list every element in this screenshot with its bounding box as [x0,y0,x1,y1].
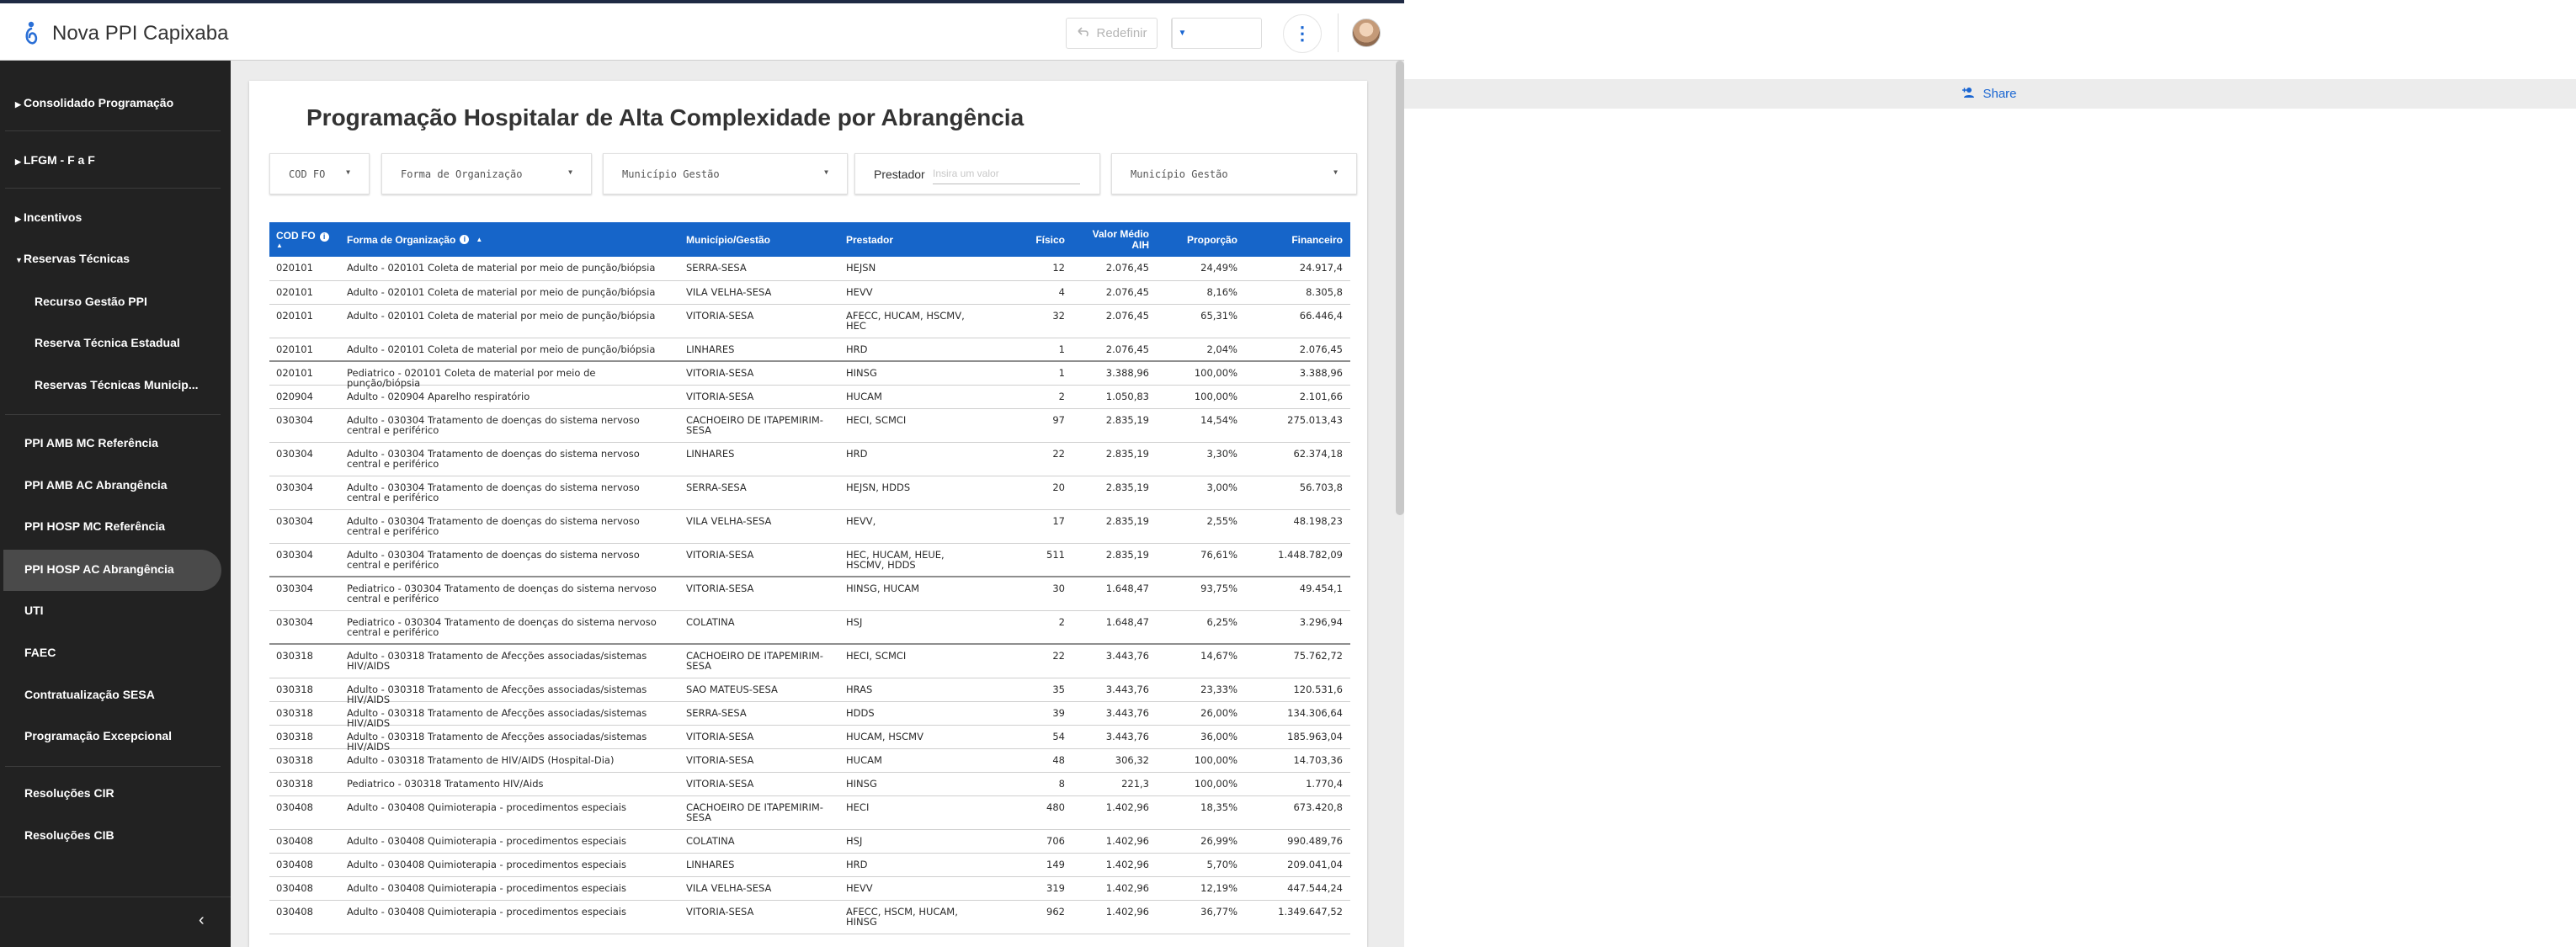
municipio-cell: LINHARES [686,448,735,460]
cod-cell: 030318 [276,650,313,662]
proporcao-cell: 2,04% [1206,343,1237,355]
table-row[interactable] [269,611,1350,645]
header-forma-organizacao[interactable]: Forma de Organização i ▲ [347,233,483,246]
valor-medio-cell: 2.076,45 [1105,262,1149,274]
cod-cell: 020101 [276,262,313,274]
filter-cod-fo[interactable]: COD FO ▼ [269,153,370,194]
sidebar-divider [5,130,221,131]
forma-cell: Adulto - 030318 Tratamento de HIV/AIDS (Hospital-Dia) [347,754,615,766]
financeiro-cell: 447.544,24 [1287,882,1343,894]
municipio-cell: SAO MATEUS-SESA [686,684,778,695]
forma-cell: Pediatrico - 020101 Coleta de material por meio de punção/biópsia [347,367,596,389]
sidebar [0,61,231,947]
sort-asc-icon: ▲ [476,236,483,243]
table-row[interactable] [269,749,1350,773]
financeiro-cell: 185.963,04 [1287,731,1343,742]
table-row[interactable] [269,854,1350,877]
table-row[interactable] [269,510,1350,544]
share-label: Share [1983,87,2017,101]
forma-cell: Adulto - 030304 Tratamento de doenças do sistema nervoso central e periférico [347,549,640,571]
cod-cell: 030304 [276,616,313,628]
fisico-cell: 1 [1058,343,1065,355]
table-row[interactable] [269,409,1350,443]
table-row[interactable] [269,877,1350,901]
valor-medio-cell: 2.076,45 [1105,286,1149,298]
financeiro-cell: 120.531,6 [1293,684,1343,695]
municipio-cell: VITORIA-SESA [686,731,754,742]
fisico-cell: 20 [1052,481,1065,493]
municipio-cell: VILA VELHA-SESA [686,882,772,894]
valor-medio-cell: 1.402,96 [1105,859,1149,870]
municipio-cell: SERRA-SESA [686,707,747,719]
table-row[interactable] [269,386,1350,409]
fisico-cell: 706 [1046,835,1065,847]
cod-cell: 030408 [276,801,313,813]
prestador-cell: HEC, HUCAM, HEUE, HSCMV, HDDS [846,549,945,571]
info-icon[interactable]: i [460,235,469,244]
sidebar-item-reserva-estadual[interactable]: Reserva Técnica Estadual [35,336,180,349]
caret-right-icon: ▶ [15,215,21,223]
forma-cell: Adulto - 030304 Tratamento de doenças do sistema nervoso central e periférico [347,448,640,470]
fisico-cell: 8 [1058,778,1065,790]
caret-right-icon: ▶ [15,100,21,109]
forma-cell: Adulto - 030318 Tratamento de Afecções associadas/sistemas HIV/AIDS [347,684,647,705]
forma-cell: Pediatrico - 030318 Tratamento HIV/Aids [347,778,544,790]
forma-cell: Adulto - 030318 Tratamento de Afecções associadas/sistemas HIV/AIDS [347,707,647,729]
financeiro-cell: 14.703,36 [1293,754,1343,766]
proporcao-cell: 6,25% [1206,616,1237,628]
cod-cell: 030408 [276,882,313,894]
cod-cell: 030304 [276,583,313,594]
prestador-cell: HINSG [846,367,877,379]
prestador-cell: HRD [846,343,868,355]
cod-cell: 030304 [276,414,313,426]
valor-medio-cell: 3.388,96 [1105,367,1149,379]
financeiro-cell: 673.420,8 [1293,801,1343,813]
table-header [269,222,1350,257]
prestador-cell: HSJ [846,835,863,847]
fisico-cell: 30 [1052,583,1065,594]
prestador-cell: HEVV [846,882,873,894]
municipio-cell: SERRA-SESA [686,481,747,493]
prestador-cell: HUCAM [846,754,882,766]
proporcao-cell: 76,61% [1200,549,1237,561]
fisico-cell: 2 [1058,616,1065,628]
valor-medio-cell: 1.402,96 [1105,882,1149,894]
cod-cell: 030408 [276,906,313,918]
municipio-cell: COLATINA [686,616,735,628]
valor-medio-cell: 1.402,96 [1105,835,1149,847]
avatar[interactable] [1352,19,1381,47]
proporcao-cell: 14,54% [1200,414,1237,426]
fisico-cell: 511 [1046,549,1065,561]
fisico-cell: 22 [1052,448,1065,460]
valor-medio-cell: 2.076,45 [1105,310,1149,322]
scrollbar[interactable] [1396,61,1404,515]
proporcao-cell: 100,00% [1194,778,1237,790]
prestador-cell: HEVV, [846,515,876,527]
fisico-cell: 39 [1052,707,1065,719]
table-row[interactable] [269,281,1350,305]
municipio-cell: VITORIA-SESA [686,367,754,379]
dropdown-caret-icon: ▼ [1333,168,1338,176]
table-row[interactable] [269,726,1350,753]
valor-medio-cell: 1.648,47 [1105,616,1149,628]
sidebar-divider [5,766,221,767]
sidebar-item-incentivos[interactable]: ▶ Incentivos [15,210,82,224]
filter-prestador: Prestador Insira um valor [854,153,1100,194]
forma-cell: Pediatrico - 030304 Tratamento de doenças do sistema nervoso central e periférico [347,583,657,604]
more-vert-icon[interactable]: ⋮ [1283,14,1322,53]
app-title: Nova PPI Capixaba [52,22,229,45]
sidebar-divider [5,188,221,189]
valor-medio-cell: 2.835,19 [1105,515,1149,527]
info-icon[interactable]: i [320,232,329,242]
forma-cell: Adulto - 020101 Coleta de material por meio de punção/biópsia [347,286,656,298]
forma-cell: Adulto - 020904 Aparelho respiratório [347,391,530,402]
forma-cell: Adulto - 030408 Quimioterapia - procedimentos especiais [347,859,626,870]
financeiro-cell: 2.101,66 [1299,391,1343,402]
sidebar-item-contratualizacao[interactable]: Contratualização SESA [24,688,155,701]
valor-medio-cell: 221,3 [1121,778,1149,790]
header-municipio[interactable]: Município/Gestão [686,233,771,246]
proporcao-cell: 3,30% [1206,448,1237,460]
share-button[interactable] [1171,18,2017,101]
forma-cell: Adulto - 020101 Coleta de material por meio de punção/biópsia [347,262,656,274]
financeiro-cell: 24.917,4 [1299,262,1343,274]
fisico-cell: 97 [1052,414,1065,426]
table-row[interactable] [269,645,1350,678]
chevron-left-icon[interactable]: ‹ [199,911,205,929]
municipio-cell: VITORIA-SESA [686,391,754,402]
cod-cell: 030408 [276,859,313,870]
redefinir-button[interactable] [1066,18,1158,49]
fisico-cell: 48 [1052,754,1065,766]
table-row[interactable] [269,544,1350,577]
prestador-cell: HDDS [846,707,875,719]
municipio-cell: VILA VELHA-SESA [686,286,772,298]
prestador-cell: HECI, SCMCI [846,414,907,426]
cod-cell: 030408 [276,835,313,847]
filter-municipio-gestao-2[interactable]: Município Gestão ▼ [1111,153,1357,194]
app-header [0,3,2017,101]
sidebar-item-lfgm[interactable]: ▶ LFGM - F a F [15,153,95,167]
valor-medio-cell: 306,32 [1115,754,1149,766]
cod-cell: 030318 [276,707,313,719]
municipio-cell: VILA VELHA-SESA [686,515,772,527]
municipio-cell: COLATINA [686,835,735,847]
financeiro-cell: 1.349.647,52 [1278,906,1343,918]
prestador-cell: HECI [846,801,870,813]
table-row[interactable] [269,476,1350,510]
financeiro-cell: 1.448.782,09 [1278,549,1343,561]
forma-cell: Pediatrico - 030304 Tratamento de doenças do sistema nervoso central e periférico [347,616,657,638]
table-row[interactable] [269,678,1350,705]
redefinir-label: Redefinir [1096,26,1147,40]
header-valor-medio[interactable]: Valor Médio AIH [1092,227,1149,251]
municipio-cell: VITORIA-SESA [686,583,754,594]
filter-forma-organizacao[interactable]: Forma de Organização ▼ [381,153,592,194]
valor-medio-cell: 2.835,19 [1105,481,1149,493]
forma-cell: Adulto - 030304 Tratamento de doenças do sistema nervoso central e periférico [347,414,640,436]
valor-medio-cell: 2.835,19 [1105,448,1149,460]
prestador-cell: HEVV [846,286,873,298]
valor-medio-cell: 1.648,47 [1105,583,1149,594]
forma-cell: Adulto - 030304 Tratamento de doenças do sistema nervoso central e periférico [347,481,640,503]
table-row[interactable] [269,257,1350,281]
prestador-cell: HRD [846,448,868,460]
valor-medio-cell: 1.402,96 [1105,906,1149,918]
financeiro-cell: 48.198,23 [1293,515,1343,527]
cod-cell: 030304 [276,448,313,460]
fisico-cell: 32 [1052,310,1065,322]
cod-cell: 020101 [276,343,313,355]
table-row[interactable] [269,830,1350,854]
financeiro-cell: 209.041,04 [1287,859,1343,870]
header-proporcao[interactable]: Proporção [1186,233,1237,246]
forma-cell: Adulto - 030318 Tratamento de Afecções associadas/sistemas HIV/AIDS [347,650,647,672]
undo-icon [1076,26,1089,40]
prestador-cell: HUCAM [846,391,882,402]
add-person-icon [1961,87,1977,102]
header-fisico[interactable]: Físico [1035,233,1065,246]
sidebar-divider [5,414,221,415]
forma-cell: Adulto - 030318 Tratamento de Afecções associadas/sistemas HIV/AIDS [347,731,647,753]
municipio-cell: LINHARES [686,343,735,355]
figure-logo-icon [22,20,40,45]
municipio-cell: CACHOEIRO DE ITAPEMIRIM-SESA [686,801,823,823]
forma-cell: Adulto - 030304 Tratamento de doenças do sistema nervoso central e periférico [347,515,640,537]
proporcao-cell: 23,33% [1200,684,1237,695]
cod-cell: 030318 [276,684,313,695]
table-row[interactable] [269,796,1350,830]
valor-medio-cell: 3.443,76 [1105,650,1149,662]
cod-cell: 020101 [276,310,313,322]
fisico-cell: 149 [1046,859,1065,870]
financeiro-cell: 2.076,45 [1299,343,1343,355]
proporcao-cell: 100,00% [1194,391,1237,402]
proporcao-cell: 100,00% [1194,754,1237,766]
valor-medio-cell: 2.835,19 [1105,549,1149,561]
proporcao-cell: 26,99% [1200,835,1237,847]
financeiro-cell: 66.446,4 [1299,310,1343,322]
cod-cell: 030318 [276,778,313,790]
caret-right-icon: ▶ [15,157,21,166]
proporcao-cell: 18,35% [1200,801,1237,813]
municipio-cell: VITORIA-SESA [686,906,754,918]
table-row[interactable] [269,338,1350,362]
valor-medio-cell: 1.402,96 [1105,801,1149,813]
proporcao-cell: 5,70% [1206,859,1237,870]
proporcao-cell: 24,49% [1200,262,1237,274]
fisico-cell: 480 [1046,801,1065,813]
header-financeiro[interactable]: Financeiro [1291,233,1343,246]
financeiro-cell: 8.305,8 [1306,286,1343,298]
sidebar-item-ppi-amb-ac[interactable]: PPI AMB AC Abrangência [24,478,168,492]
table-body [269,257,1350,934]
municipio-cell: VITORIA-SESA [686,778,754,790]
caret-down-icon: ▼ [15,256,23,264]
proporcao-cell: 65,31% [1200,310,1237,322]
fisico-cell: 22 [1052,650,1065,662]
financeiro-cell: 56.703,8 [1299,481,1343,493]
prestador-cell: HEJSN, HDDS [846,481,911,493]
fisico-cell: 35 [1052,684,1065,695]
financeiro-cell: 3.388,96 [1299,367,1343,379]
cod-cell: 030304 [276,515,313,527]
sidebar-item-resolucoes-cib[interactable]: Resoluções CIB [24,828,114,842]
sidebar-collapse-bar [0,896,231,947]
fisico-cell: 962 [1046,906,1065,918]
proporcao-cell: 26,00% [1200,707,1237,719]
fisico-cell: 17 [1052,515,1065,527]
financeiro-cell: 134.306,64 [1287,707,1343,719]
prestador-cell: AFECC, HUCAM, HSCMV, HEC [846,310,965,332]
prestador-cell: HUCAM, HSCMV [846,731,923,742]
fisico-cell: 319 [1046,882,1065,894]
fisico-cell: 2 [1058,391,1065,402]
forma-cell: Adulto - 030408 Quimioterapia - procedimentos especiais [347,801,626,813]
valor-medio-cell: 3.443,76 [1105,707,1149,719]
forma-cell: Adulto - 020101 Coleta de material por meio de punção/biópsia [347,343,656,355]
cod-cell: 020904 [276,391,313,402]
fisico-cell: 12 [1052,262,1065,274]
prestador-cell: HEJSN [846,262,876,274]
cod-cell: 020101 [276,286,313,298]
proporcao-cell: 2,55% [1206,515,1237,527]
proporcao-cell: 100,00% [1194,367,1237,379]
sidebar-item-recurso-gestao[interactable]: Recurso Gestão PPI [35,295,147,308]
page-title: Programação Hospitalar de Alta Complexidade por Abrangência [306,104,1025,130]
valor-medio-cell: 1.050,83 [1105,391,1149,402]
table-row[interactable] [269,362,1350,389]
proporcao-cell: 36,77% [1200,906,1237,918]
municipio-cell: SERRA-SESA [686,262,747,274]
sidebar-item-ppi-hosp-mc[interactable]: PPI HOSP MC Referência [24,519,166,533]
fisico-cell: 54 [1052,731,1065,742]
cod-cell: 030318 [276,754,313,766]
municipio-cell: CACHOEIRO DE ITAPEMIRIM-SESA [686,414,823,436]
financeiro-cell: 990.489,76 [1287,835,1343,847]
filter-municipio-gestao[interactable]: Município Gestão ▼ [603,153,848,194]
municipio-cell: VITORIA-SESA [686,549,754,561]
dropdown-caret-icon: ▼ [568,168,572,176]
proporcao-cell: 3,00% [1206,481,1237,493]
prestador-cell: HINSG, HUCAM [846,583,920,594]
municipio-cell: LINHARES [686,859,735,870]
valor-medio-cell: 2.076,45 [1105,343,1149,355]
cod-cell: 030304 [276,549,313,561]
table-row[interactable] [269,443,1350,476]
financeiro-cell: 62.374,18 [1293,448,1343,460]
forma-cell: Adulto - 030408 Quimioterapia - procedimentos especiais [347,882,626,894]
proporcao-cell: 36,00% [1200,731,1237,742]
forma-cell: Adulto - 030408 Quimioterapia - procedimentos especiais [347,906,626,918]
table-row[interactable] [269,305,1350,338]
table-row[interactable] [269,773,1350,796]
proporcao-cell: 8,16% [1206,286,1237,298]
valor-medio-cell: 3.443,76 [1105,684,1149,695]
cod-cell: 030318 [276,731,313,742]
sidebar-item-resolucoes-cir[interactable]: Resoluções CIR [24,786,114,800]
municipio-cell: CACHOEIRO DE ITAPEMIRIM-SESA [686,650,823,672]
cod-cell: 030304 [276,481,313,493]
prestador-cell: AFECC, HSCM, HUCAM, HINSG [846,906,958,928]
prestador-cell: HRD [846,859,868,870]
sidebar-item-programacao-excepcional[interactable]: Programação Excepcional [24,729,173,742]
sort-asc-icon: ▲ [276,242,283,249]
financeiro-cell: 49.454,1 [1299,583,1343,594]
financeiro-cell: 275.013,43 [1287,414,1343,426]
share-dropdown-icon[interactable]: ▼ [1172,19,1192,48]
prestador-input[interactable]: Insira um valor [933,166,1080,184]
dropdown-caret-icon: ▼ [346,168,350,176]
header-divider [1338,13,1339,52]
prestador-cell: HRAS [846,684,873,695]
proporcao-cell: 14,67% [1200,650,1237,662]
proporcao-cell: 93,75% [1200,583,1237,594]
sidebar-item-uti[interactable]: UTI [24,604,44,617]
sidebar-item-reservas-tecnicas[interactable]: ▼Reservas Técnicas [15,252,130,265]
prestador-cell: HECI, SCMCI [846,650,907,662]
forma-cell: Adulto - 030408 Quimioterapia - procedimentos especiais [347,835,626,847]
cod-cell: 020101 [276,367,313,379]
fisico-cell: 1 [1058,367,1065,379]
sidebar-item-consolidado[interactable]: ▶ Consolidado Programação [15,96,174,109]
prestador-cell: HSJ [846,616,863,628]
prestador-cell: HINSG [846,778,877,790]
sidebar-item-ppi-hosp-ac[interactable]: PPI HOSP AC Abrangência [24,562,174,576]
proporcao-cell: 12,19% [1200,882,1237,894]
fisico-cell: 4 [1058,286,1065,298]
sidebar-item-ppi-amb-mc[interactable]: PPI AMB MC Referência [24,436,158,450]
financeiro-cell: 75.762,72 [1293,650,1343,662]
table-row[interactable] [269,702,1350,729]
table-row[interactable] [269,577,1350,611]
valor-medio-cell: 2.835,19 [1105,414,1149,426]
financeiro-cell: 3.296,94 [1299,616,1343,628]
forma-cell: Adulto - 020101 Coleta de material por meio de punção/biópsia [347,310,656,322]
municipio-cell: VITORIA-SESA [686,754,754,766]
dropdown-caret-icon: ▼ [824,168,828,176]
header-cod-fo[interactable]: COD FO i ▲ [276,222,343,257]
table-row[interactable] [269,901,1350,934]
financeiro-cell: 1.770,4 [1306,778,1343,790]
valor-medio-cell: 3.443,76 [1105,731,1149,742]
header-prestador[interactable]: Prestador [846,233,894,246]
sidebar-item-reservas-municipais[interactable]: Reservas Técnicas Municip... [35,378,199,391]
sidebar-item-faec[interactable]: FAEC [24,646,56,659]
municipio-cell: VITORIA-SESA [686,310,754,322]
